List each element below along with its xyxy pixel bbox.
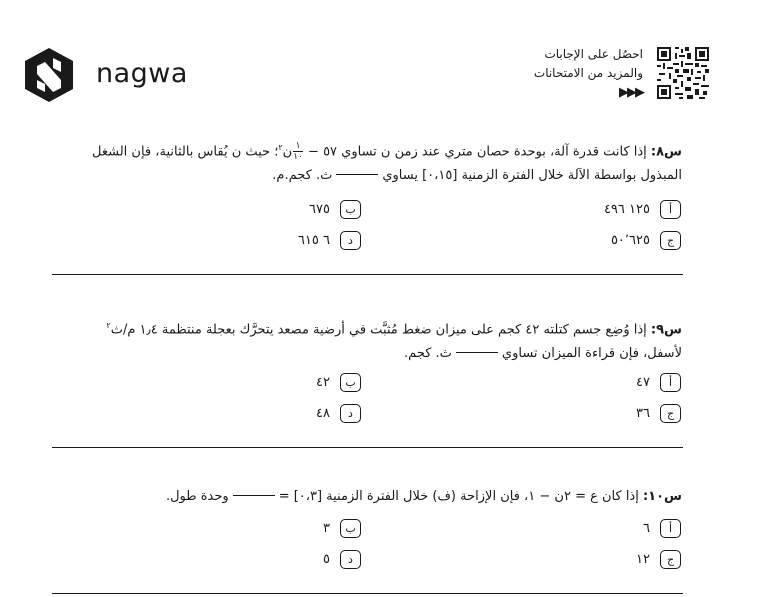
option-letter: ب <box>340 519 361 538</box>
promo-text <box>534 45 643 102</box>
option-value: ٣٦ <box>636 406 650 421</box>
option-c[interactable] <box>611 231 681 250</box>
answer-blank <box>233 495 275 496</box>
option-value: ١٢ <box>636 552 650 567</box>
option-a[interactable] <box>604 200 681 219</box>
answer-blank <box>336 174 378 175</box>
option-letter: د <box>340 550 361 569</box>
option-d[interactable] <box>316 404 361 423</box>
option-letter: أ <box>660 373 681 392</box>
option-d[interactable] <box>298 231 361 250</box>
question-text: لأسفل، فإن قراءة الميزان تساوي <box>501 346 682 362</box>
option-a[interactable] <box>643 519 681 538</box>
option-letter: ج <box>660 404 681 423</box>
option-b[interactable] <box>316 373 361 392</box>
fraction-numerator: ١ <box>293 141 303 152</box>
question-number: س١٠: <box>642 489 682 504</box>
question-number: س٨: <box>650 144 682 160</box>
option-a[interactable] <box>636 373 681 392</box>
divider <box>52 274 683 275</box>
option-letter: ب <box>340 200 361 219</box>
option-value: ٥ <box>323 552 330 567</box>
qr-code-icon[interactable] <box>657 47 709 99</box>
option-letter: ب <box>340 373 361 392</box>
option-value: ٤٨ <box>316 406 330 421</box>
brand-name: nagwa <box>96 58 188 89</box>
question-8 <box>92 136 682 188</box>
option-b[interactable] <box>323 519 361 538</box>
answer-blank <box>456 352 498 353</box>
exponent: ٢ <box>278 143 283 152</box>
option-value: ١٢٥ ٤٩٦ <box>603 202 650 217</box>
option-letter: د <box>340 231 361 250</box>
question-text: إذا كان ع = ٢ن − ١، فإن الإزاحة (ف) خلال الفترة الزمنية [٠،٣] = <box>278 489 643 504</box>
question-9 <box>106 314 682 366</box>
option-value: ٦ <box>643 521 650 536</box>
question-text: إذا كانت قدرة آلة، بوحدة حصان متري عند زمن ن تساوي ٥٧ − <box>303 144 651 160</box>
option-letter: ج <box>660 231 681 250</box>
option-value: ٣ <box>323 521 330 536</box>
question-text: ث. كجم. <box>404 346 452 362</box>
option-letter: أ <box>660 519 681 538</box>
question-10 <box>166 485 682 509</box>
question-9-line-2 <box>106 342 682 366</box>
option-c[interactable] <box>636 404 681 423</box>
option-b[interactable] <box>309 200 361 219</box>
question-9-line-1 <box>106 314 682 342</box>
divider <box>52 593 683 594</box>
option-value: ٦٧٥ <box>309 202 330 217</box>
question-text: المبذول بواسطة الآلة خلال الفترة الزمنية [٠،١٥] يساوي <box>382 168 682 184</box>
exponent: ٢ <box>106 321 111 330</box>
fraction <box>293 141 303 162</box>
divider <box>52 447 683 448</box>
promo-line-1: احصُل على الإجابات <box>544 47 643 61</box>
fraction-denominator: ١٠ <box>293 152 303 163</box>
promo-line-2: والمزيد من الامتحانات <box>533 66 643 80</box>
option-d[interactable] <box>323 550 361 569</box>
question-number: س٩: <box>650 322 682 338</box>
arrows-icon: ▶▶▶ <box>619 85 643 100</box>
question-8-line-1 <box>92 136 682 164</box>
question-10-line-1 <box>166 485 682 509</box>
option-letter: ج <box>660 550 681 569</box>
question-text: وحدة طول. <box>165 489 229 504</box>
option-value: ٤٢ <box>316 375 330 390</box>
option-value: ٤٧ <box>636 375 650 390</box>
question-text: ؛ حيث ن يُقاس بالثانية، فإن الشغل <box>92 144 279 160</box>
option-value: ٥٠٬٦٢٥ <box>610 233 650 248</box>
option-letter: د <box>340 404 361 423</box>
option-value: ٦ ٦١٥ <box>297 233 330 248</box>
question-text: ن <box>282 144 293 160</box>
option-c[interactable] <box>636 550 681 569</box>
question-text: إذا وُضِع جسم كتلته ٤٢ كجم على ميزان ضغط مُثبَّت في أرضية مصعد يتحرَّك بعجلة منتظمة ١٫٤ م/ث <box>110 322 651 338</box>
option-letter: أ <box>660 200 681 219</box>
question-text: ث. كجم.م. <box>272 168 333 184</box>
nagwa-logo-icon <box>23 46 75 102</box>
question-8-line-2 <box>92 164 682 188</box>
